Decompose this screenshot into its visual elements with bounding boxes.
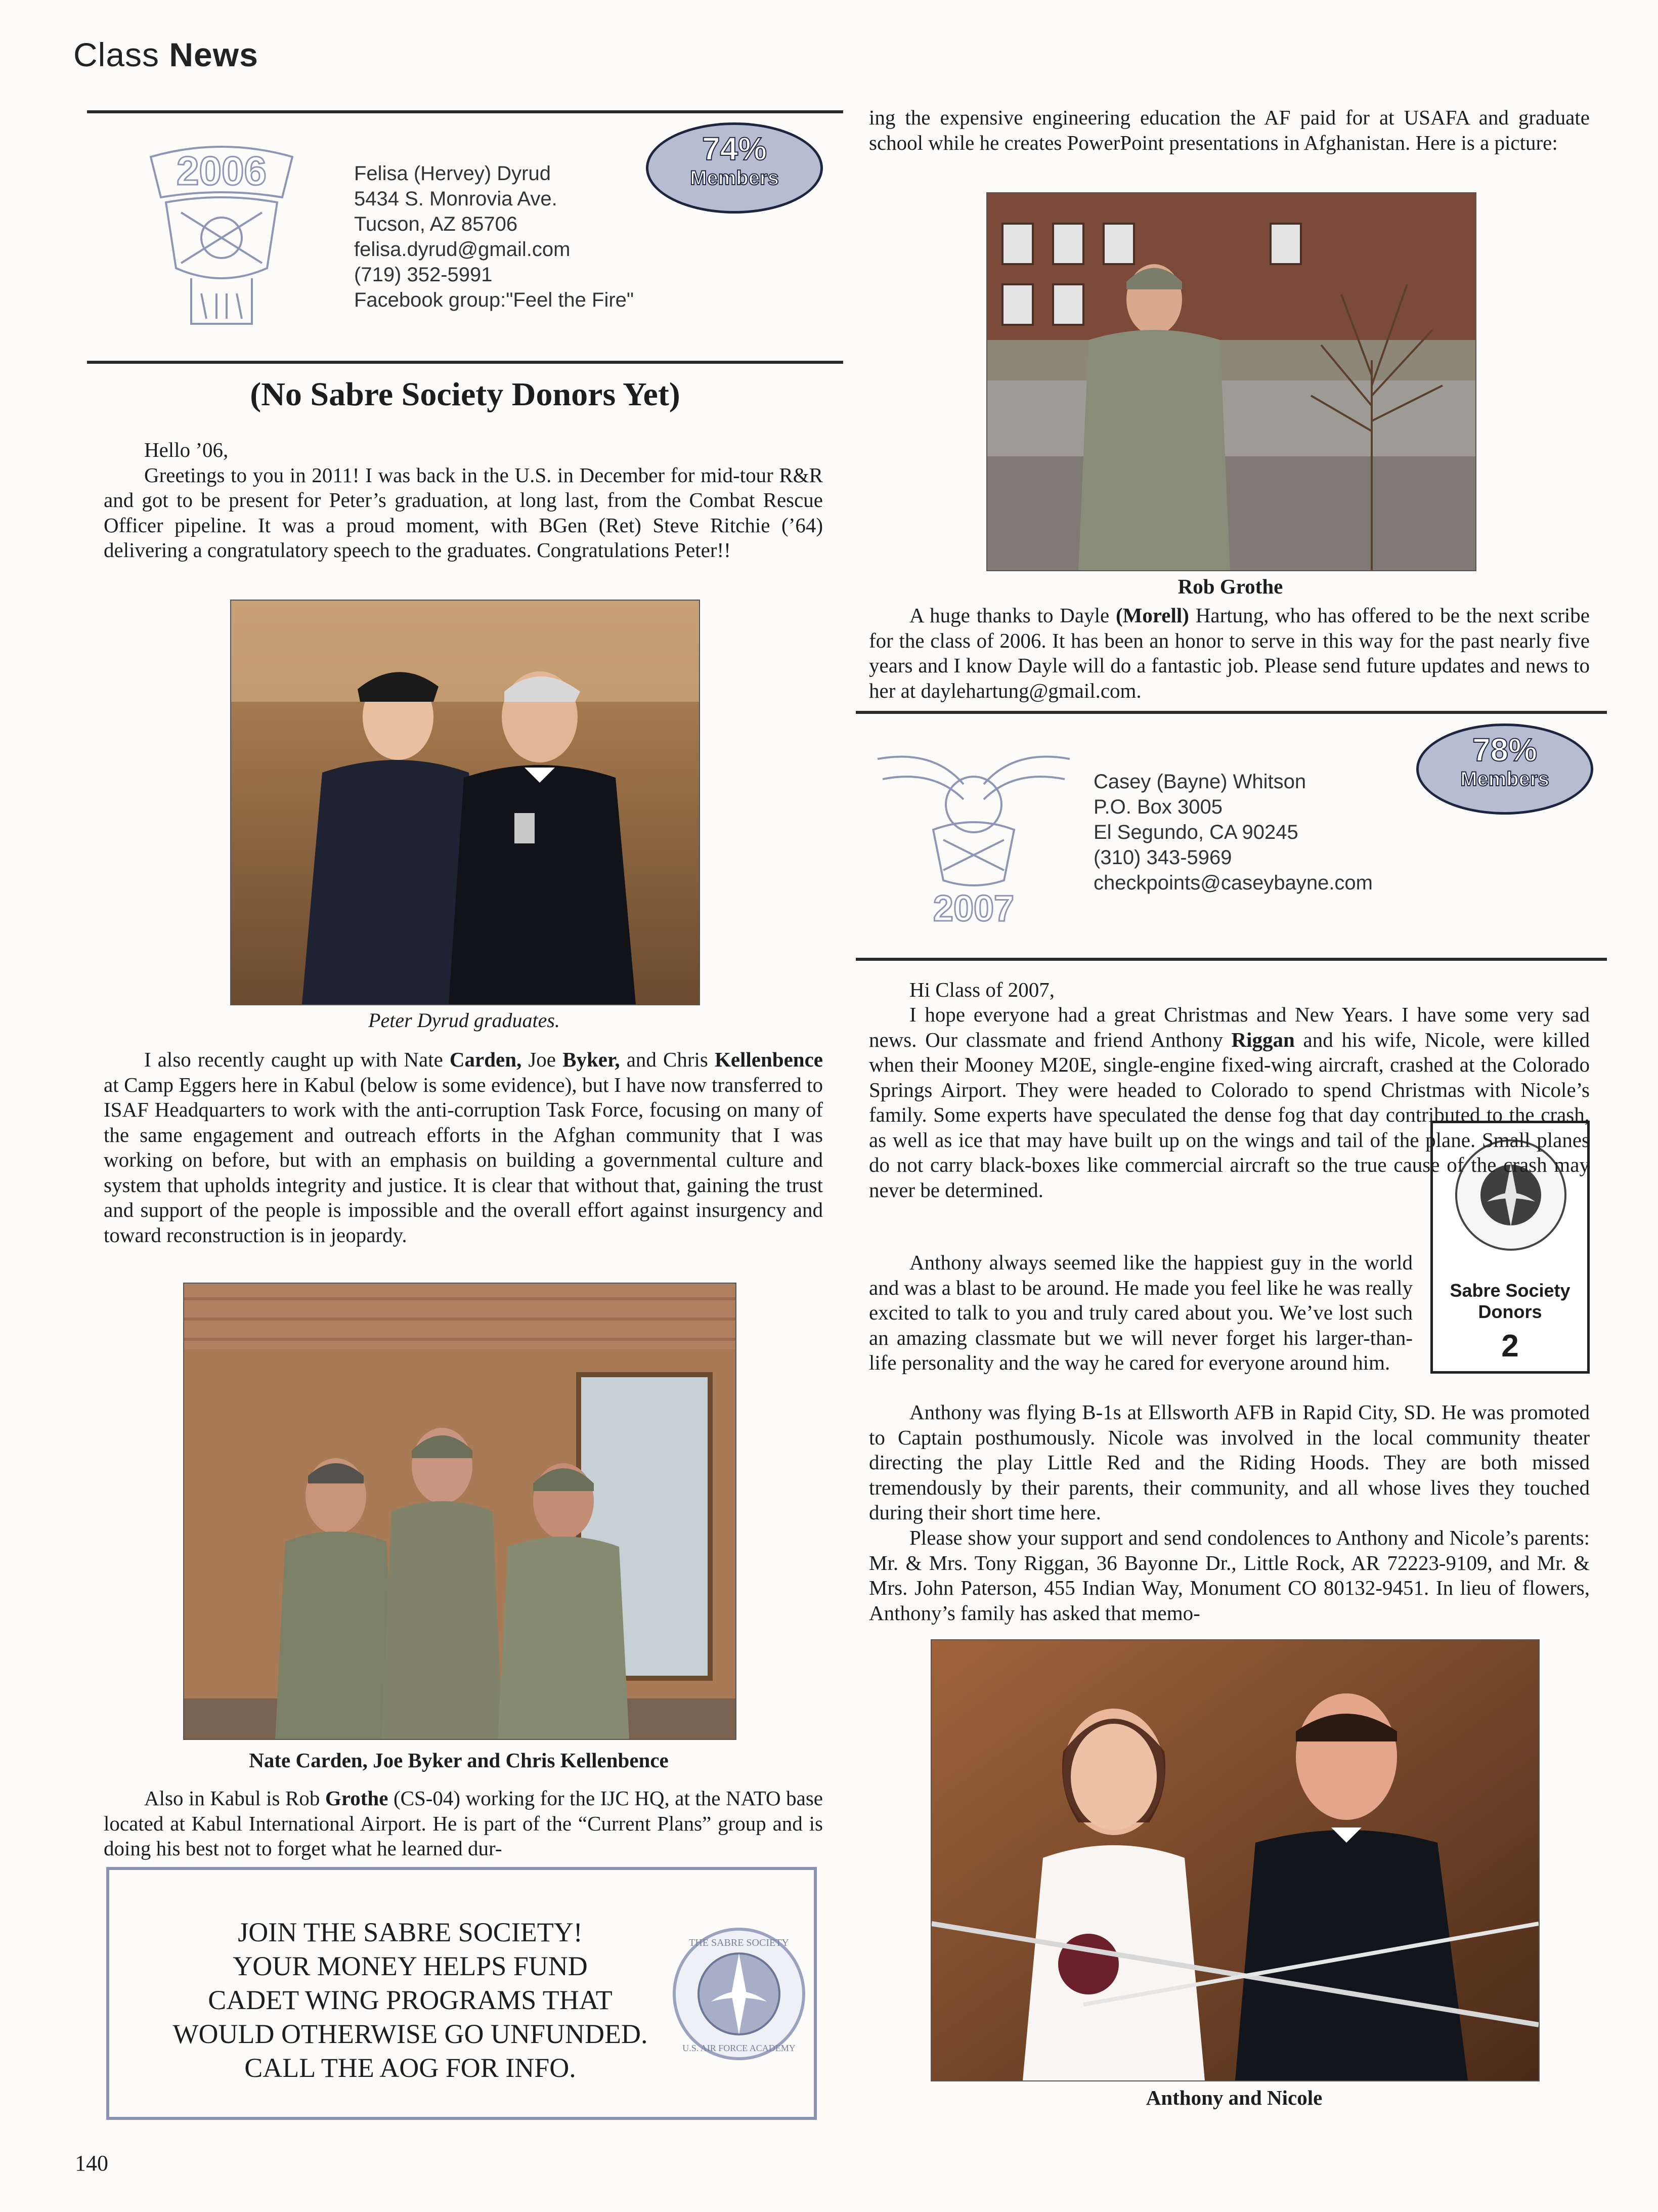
photo-peter-caption: Peter Dyrud graduates.: [368, 1009, 560, 1032]
promo-line: CADET WING PROGRAMS THAT: [208, 1985, 613, 2015]
promo-line: YOUR MONEY HELPS FUND: [233, 1951, 588, 1981]
photo-anthony-caption: Anthony and Nicole: [1146, 2086, 1323, 2109]
section-title: Class News: [73, 36, 258, 73]
members-label: Members: [690, 167, 779, 189]
class-2007-crest: [872, 739, 1075, 931]
class-2007-paragraph-5: [869, 1525, 1590, 1626]
class-2006-paragraph-3: [104, 1786, 823, 1861]
class-2006-crest: [130, 137, 313, 339]
rule-2006-top: [87, 110, 843, 113]
sabre-subtitle: Donors: [1478, 1301, 1542, 1322]
contact-address: P.O. Box 3005: [1094, 796, 1223, 818]
class-2007-paragraph-1: [869, 977, 1590, 1003]
greeting: Hello ’06,: [144, 438, 229, 461]
sabre-society-promo: [106, 1867, 817, 2120]
paragraph: Anthony always seemed like the happiest guy in the world and was a blast to be around. He made you feel like he was really excited to talk to you and truly cared about you. We’ve lost such an amazing classmate but we will never forget his larger-than-life personality and the way he cared for everyone around him.: [869, 1251, 1413, 1374]
rule-2007-top: [856, 711, 1607, 714]
photo-rob-grothe: [986, 192, 1476, 571]
promo-line: JOIN THE SABRE SOCIETY!: [238, 1917, 583, 1947]
paragraph: ing the expensive engineering education the AF paid for at USAFA and graduate school while he creates PowerPoint presentations in Afghanistan. Here is a picture:: [869, 106, 1590, 154]
paragraph: I also recently caught up with Nate Carden, Joe Byker, and Chris Kellenbence at Camp Eggers here in Kabul (below is some evidence), but I have now transferred to ISAF Headquarters to work with the anti-corruption Task Force, focusing on many of the same engagement and outreach efforts in the Afghan community that I was working on before, but with an emphasis on building a governmental culture and system that upholds integrity and justice. It is clear that without that, gaining the trust and support of the people is impossible and the overall effort against insurgency and toward reconstruction is in jeopardy.: [104, 1048, 823, 1247]
svg-text:U.S. AIR FORCE ACADEMY: U.S. AIR FORCE ACADEMY: [682, 2043, 796, 2053]
members-badge-2007: [1416, 724, 1593, 815]
paragraph: Also in Kabul is Rob Grothe (CS-04) working for the IJC HQ, at the NATO base located at Kabul International Airport. He is part of the “Current Plans” group and is doing his best not to forget what he learned dur-: [104, 1786, 823, 1860]
greeting: Hi Class of 2007,: [909, 978, 1055, 1001]
contact-city: Tucson, AZ 85706: [354, 213, 518, 235]
promo-line: WOULD OTHERWISE GO UNFUNDED.: [172, 2019, 648, 2049]
class-2006-contact: [354, 161, 668, 313]
paragraph: Greetings to you in 2011! I was back in the U.S. in December for mid-tour R&R and got to be present for Peter’s graduation, at long last, from the Combat Rescue Officer pipeline. It was a proud moment, with BGen (Ret) Steve Ritchie (’64) delivering a congratulatory speech to the graduates. Congratulations Peter!!: [104, 463, 823, 562]
contact-email[interactable]: checkpoints@caseybayne.com: [1094, 872, 1373, 894]
crest-year: 2007: [933, 888, 1015, 929]
page-number: 140: [75, 2151, 108, 2176]
class-2007-paragraph-3: [869, 1250, 1413, 1376]
svg-text:THE SABRE SOCIETY: THE SABRE SOCIETY: [689, 1937, 789, 1948]
contact-phone: (310) 343-5969: [1094, 846, 1232, 869]
paragraph: I hope everyone had a great Christmas and New Years. I have some very sad news. Our classmate and friend Anthony Riggan and his wife, Nicole, were killed when their Mooney M20E, single-engine fixed-wing aircraft, crashed at the Colorado Springs Airport. They were headed to Colorado to spend Christmas with Nicole’s family. Some experts have speculated the dense fog that day contributed to the crash, as well as ice that may have built up on the wings and tail of the plane. Small planes do not carry black-boxes like commercial aircraft so the true cause of the crash may never be determined.: [869, 1003, 1590, 1202]
contact-name: Casey (Bayne) Whitson: [1094, 771, 1306, 793]
members-label: Members: [1460, 768, 1549, 790]
photo-kabul-caption: Nate Carden, Joe Byker and Chris Kellenbence: [249, 1749, 669, 1772]
photo-anthony-nicole: [931, 1639, 1540, 2081]
class-2006-paragraph-5: [869, 603, 1590, 703]
class-2006-intro: [104, 438, 823, 563]
promo-text: [135, 1916, 686, 2085]
photo-rob-caption: Rob Grothe: [1177, 575, 1283, 598]
class-2007-paragraph-4: [869, 1400, 1590, 1525]
class-2007-contact: [1094, 769, 1448, 896]
paragraph: A huge thanks to Dayle (Morell) Hartung, who has offered to be the next scribe for the class of 2006. It has been an honor to serve in this way for the past nearly five years and I know Dayle will do a fantastic job. Please send future updates and news to her at daylehartung@gmail.com.: [869, 604, 1590, 702]
class-2006-paragraph-4: [869, 105, 1590, 155]
sabre-donors-heading: (No Sabre Society Donors Yet): [250, 376, 680, 413]
contact-address: 5434 S. Monrovia Ave.: [354, 188, 557, 210]
rule-2007-bottom: [856, 958, 1607, 961]
members-percent: 74%: [702, 131, 767, 167]
promo-line: CALL THE AOG FOR INFO.: [244, 2053, 576, 2083]
sabre-title: Sabre Society: [1450, 1280, 1570, 1301]
paragraph: Anthony was flying B-1s at Ellsworth AFB in Rapid City, SD. He was promoted to Captain posthumously. Nicole was involved in the local community theater directing the play Little Red and the Riding Hoods. They are both missed tremendously by their parents, their community, and all whose lives they touched during their short time here.: [869, 1400, 1590, 1524]
rule-2006-bottom: [87, 361, 843, 364]
contact-city: El Segundo, CA 90245: [1094, 821, 1298, 843]
members-badge-2006: [646, 122, 823, 214]
class-2006-paragraph-2: [104, 1047, 823, 1248]
contact-email[interactable]: felisa.dyrud@gmail.com: [354, 238, 571, 261]
photo-kabul-classmates: [183, 1283, 736, 1740]
sabre-society-seal-icon: [671, 1926, 807, 2062]
sabre-count: 2: [1501, 1329, 1519, 1364]
class-2007-paragraph-2: [869, 1002, 1590, 1203]
crest-year: 2006: [177, 148, 267, 193]
contact-phone: (719) 352-5991: [354, 264, 493, 286]
photo-peter-dyrud: [230, 600, 700, 1005]
members-percent: 78%: [1472, 732, 1538, 768]
contact-facebook: Facebook group:"Feel the Fire": [354, 289, 634, 311]
paragraph: Please show your support and send condolences to Anthony and Nicole’s parents: Mr. & Mrs. Tony Riggan, 36 Bayonne Dr., Little Rock, AR 72223-9109, and Mr. & Mrs. John Paterson, 455 Indian Way, Monument CO 80132-9451. In lieu of flowers, Anthony’s family has asked that memo-: [869, 1526, 1590, 1625]
contact-name: Felisa (Hervey) Dyrud: [354, 162, 551, 185]
